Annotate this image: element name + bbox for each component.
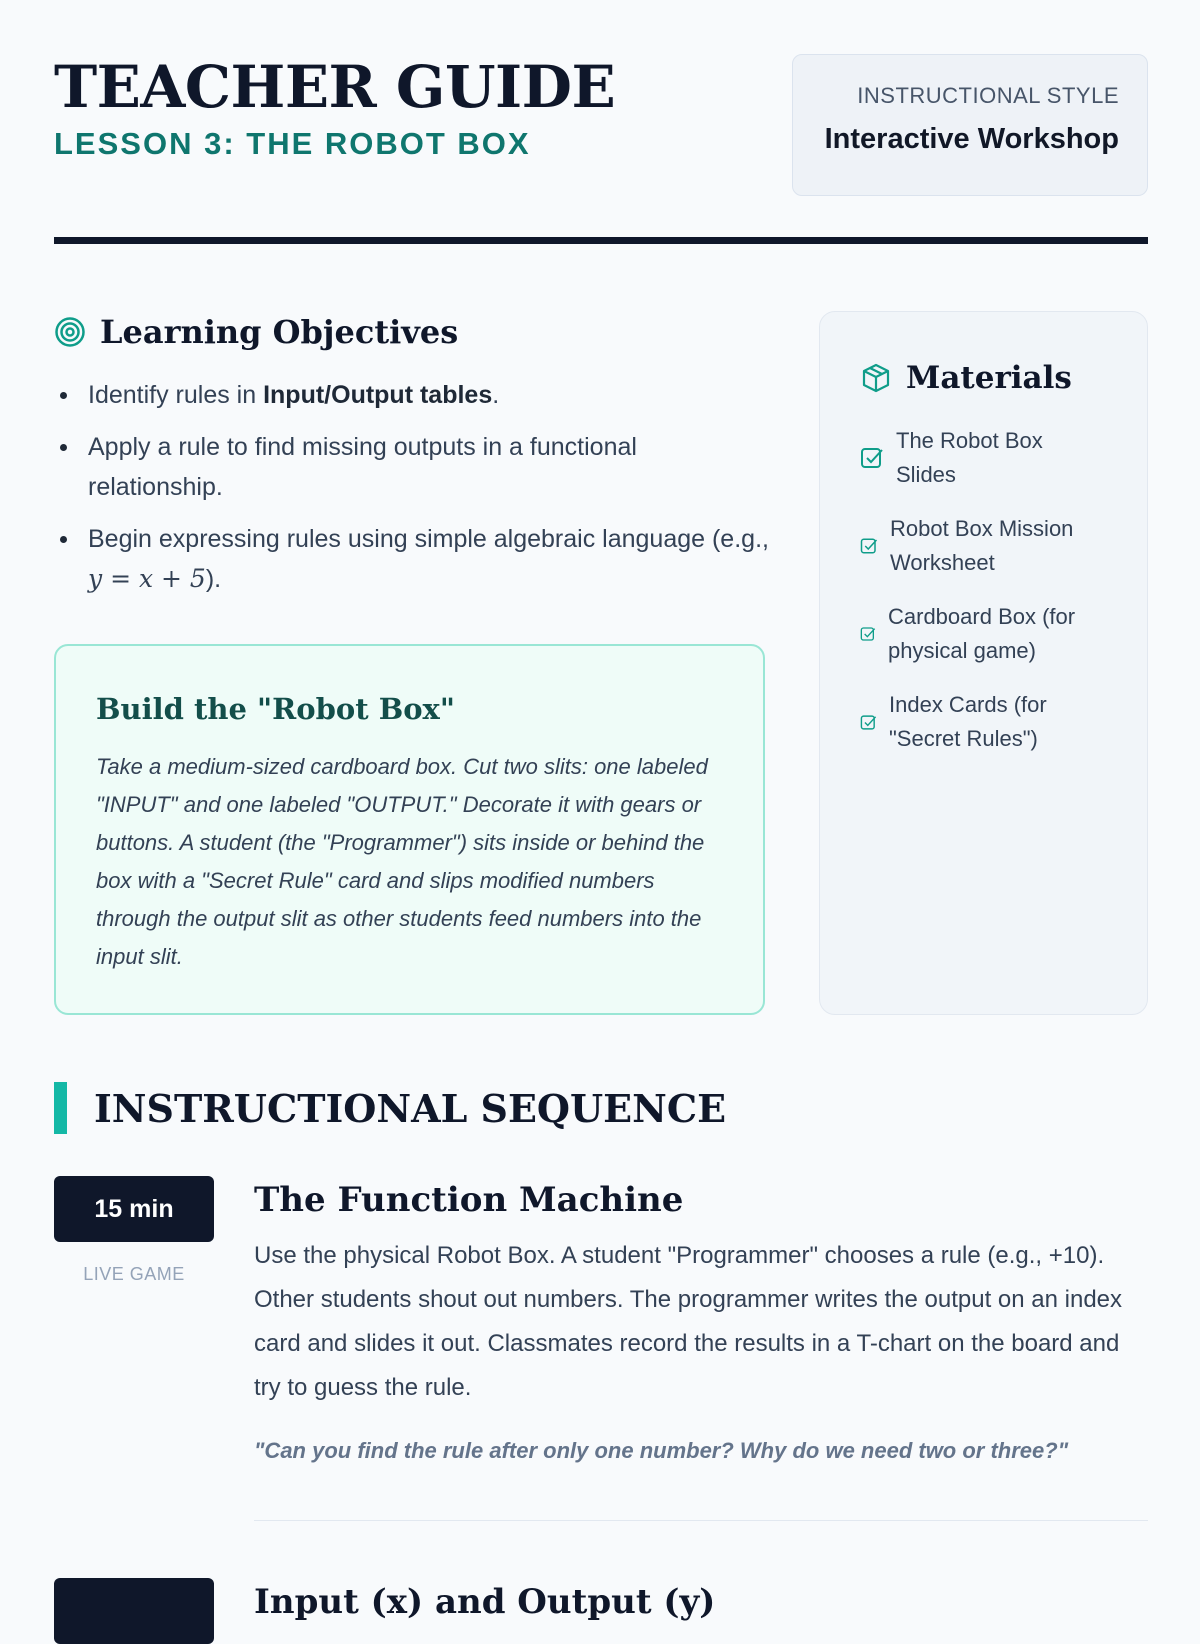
step-duration-badge: [54, 1578, 214, 1644]
step-type-label: LIVE GAME: [83, 1264, 185, 1284]
build-instructions: Take a medium-sized cardboard box. Cut two slits: one labeled "INPUT" and one labeled "OUTPUT." Decorate it with gears or buttons. A student (the "Programmer") sits inside or behind the box with a "Secret Rule" card and slips modified numbers through the output slit as other students feed numbers into the input slit.: [96, 754, 708, 969]
build-robot-box-callout: [54, 644, 765, 1015]
objective-item: Apply a rule to find missing outputs in a functional relationship.: [54, 427, 774, 507]
check-square-icon: [860, 537, 878, 555]
algebra-expression: y = x + 5: [88, 564, 206, 593]
instructional-style-value: Interactive Workshop: [824, 123, 1119, 155]
box-icon: [860, 362, 892, 394]
step-body: [254, 1176, 1148, 1464]
materials-heading: [860, 360, 1107, 396]
materials-list: [860, 424, 1107, 756]
material-item: Index Cards (for "Secret Rules"): [860, 688, 1107, 756]
sequence-step: [54, 1176, 1148, 1536]
check-square-icon: [860, 714, 877, 731]
check-square-icon: [860, 446, 884, 470]
materials-title: Materials: [906, 360, 1072, 396]
step-body: [254, 1578, 1148, 1622]
target-icon: [54, 316, 86, 348]
header-divider: [54, 237, 1148, 244]
objectives-list: [54, 375, 774, 611]
check-square-icon: [860, 626, 876, 642]
sequence-heading: [54, 1082, 726, 1134]
step-guiding-question: "Can you find the rule after only one number? Why do we need two or three?": [254, 1438, 1069, 1463]
materials-panel: [819, 311, 1148, 1015]
objective-item: Identify rules in Input/Output tables.: [54, 375, 774, 415]
objectives-title: Learning Objectives: [100, 313, 459, 351]
step-duration-badge: 15 min: [54, 1176, 214, 1242]
material-item: Cardboard Box (for physical game): [860, 600, 1107, 668]
objectives-heading: [54, 313, 458, 351]
lesson-subtitle: LESSON 3: THE ROBOT BOX: [54, 126, 531, 161]
step-title: Input (x) and Output (y): [254, 1582, 716, 1622]
instructional-style-card: [792, 54, 1148, 196]
sequence-title: INSTRUCTIONAL SEQUENCE: [94, 1085, 727, 1131]
step-title: The Function Machine: [254, 1180, 684, 1220]
sequence-accent-bar: [54, 1082, 67, 1134]
step-description: Use the physical Robot Box. A student "Programmer" chooses a rule (e.g., +10). Other students shout out numbers. The programmer writes the output on an index card and slides it out. Classmates record the results in a T-chart on the board and try to guess the rule.: [254, 1242, 1123, 1401]
build-title: Build the "Robot Box": [96, 692, 455, 726]
page-title: TEACHER GUIDE: [54, 53, 616, 121]
guide-header: [54, 54, 1148, 244]
step-divider: [254, 1520, 1148, 1521]
material-item: The Robot Box Slides: [860, 424, 1107, 492]
material-item: Robot Box Mission Worksheet: [860, 512, 1107, 580]
sequence-step: [54, 1578, 1148, 1622]
instructional-style-label: INSTRUCTIONAL STYLE: [857, 83, 1119, 108]
objective-item: Begin expressing rules using simple algebraic language (e.g., y = x + 5).: [54, 519, 774, 599]
